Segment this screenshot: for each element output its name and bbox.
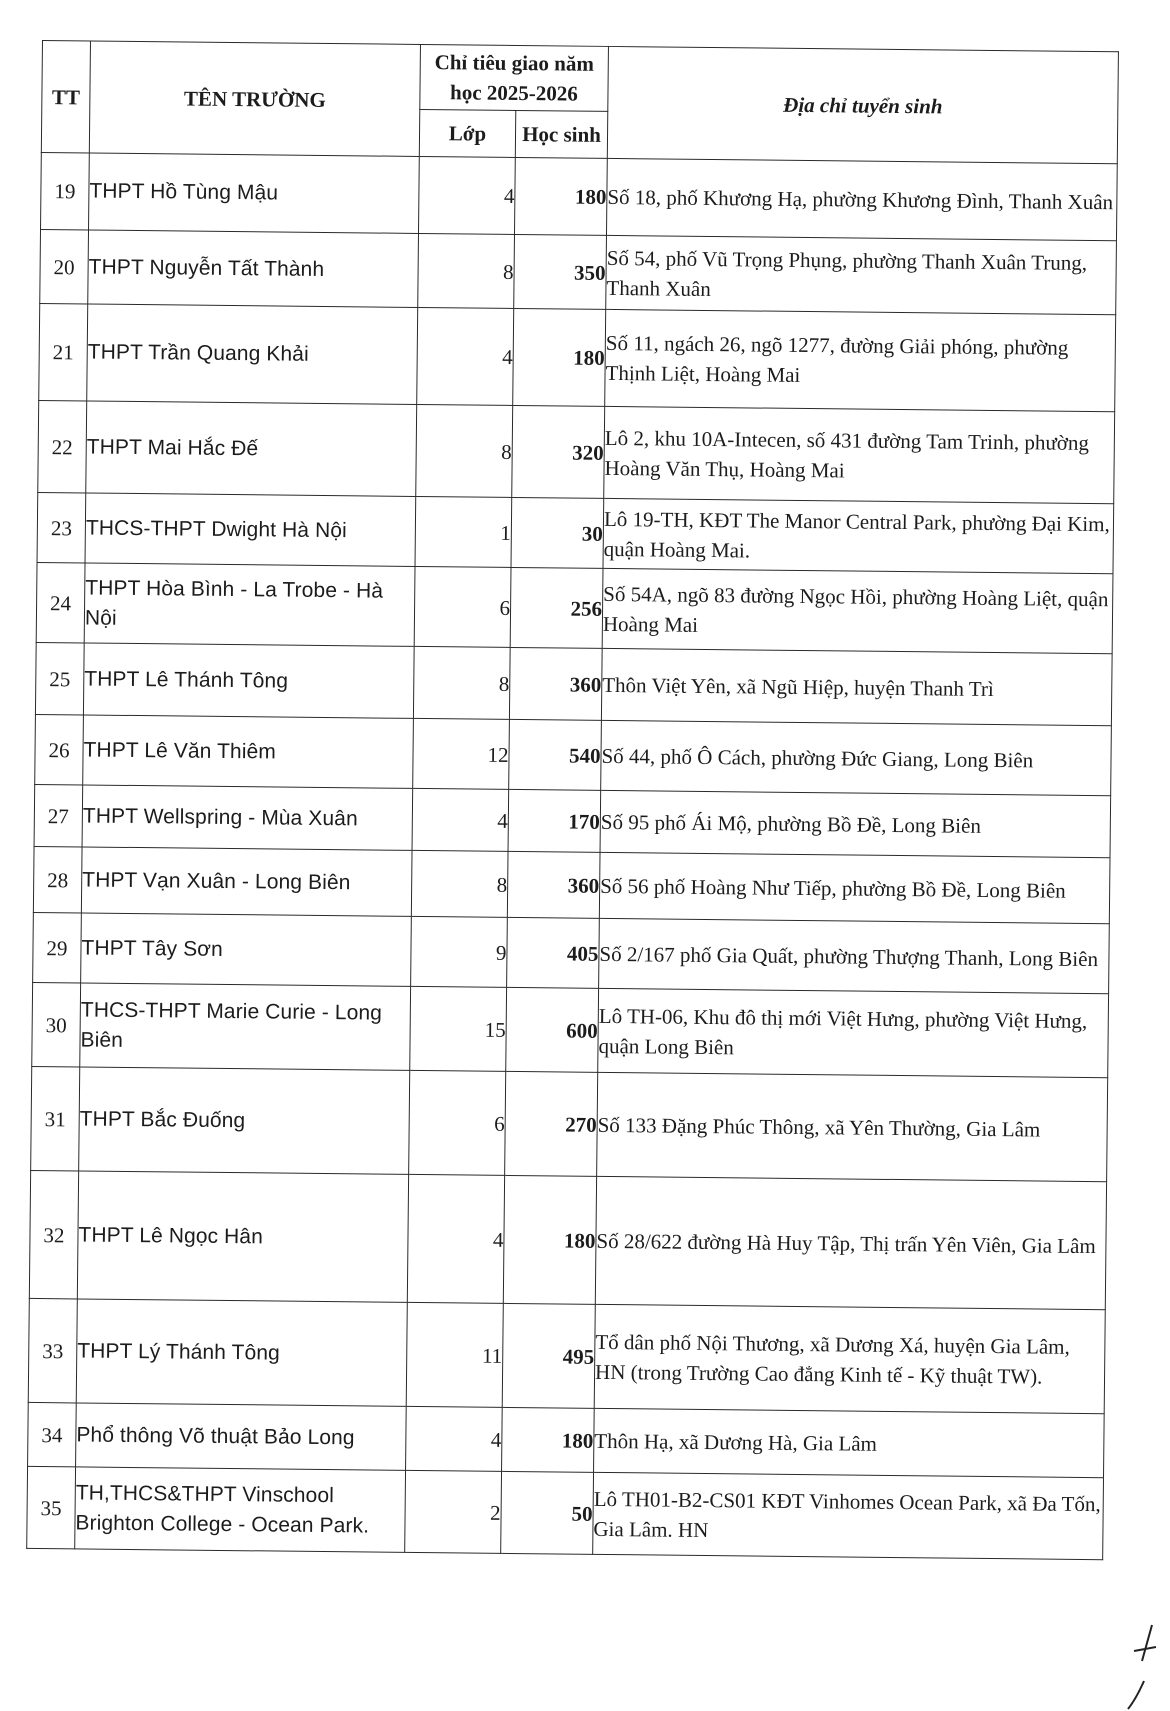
enrollment-address: Số 56 phố Hoàng Như Tiếp, phường Bồ Đề, Long Biên xyxy=(599,852,1110,923)
enrollment-quota-table xyxy=(26,40,1119,1560)
table-row xyxy=(33,912,1110,993)
student-count: 180 xyxy=(502,1407,595,1472)
student-count: 180 xyxy=(513,308,606,406)
class-count: 4 xyxy=(417,307,514,405)
school-name: THPT Lê Thánh Tông xyxy=(83,643,414,718)
class-count: 9 xyxy=(411,916,508,987)
row-number: 35 xyxy=(27,1466,76,1548)
student-count: 50 xyxy=(501,1471,594,1554)
header-quota: Chỉ tiêu giao năm học 2025-2026 xyxy=(420,44,609,111)
school-name: TH,THCS&THPT Vinschool Brighton College - Ocean Park. xyxy=(75,1467,406,1552)
school-name: THPT Mai Hắc Đế xyxy=(86,401,417,496)
class-count: 4 xyxy=(418,156,515,234)
school-name: THPT Hồ Tùng Mậu xyxy=(89,153,420,233)
enrollment-address: Lô TH-06, Khu đô thị mới Việt Hưng, phường Việt Hưng, quận Long Biên xyxy=(598,988,1109,1077)
table-row xyxy=(38,400,1115,503)
enrollment-address: Thôn Hạ, xã Dương Hà, Gia Lâm xyxy=(594,1408,1105,1477)
school-name: THPT Lý Thánh Tông xyxy=(76,1299,407,1406)
table-row xyxy=(36,562,1113,653)
class-count: 8 xyxy=(416,404,513,497)
table-body xyxy=(27,152,1118,1559)
school-name: THPT Lê Ngọc Hân xyxy=(77,1171,408,1302)
class-count: 8 xyxy=(413,646,510,719)
enrollment-address: Lô 2, khu 10A-Intecen, số 431 đường Tam Trinh, phường Hoàng Văn Thụ, Hoàng Mai xyxy=(604,406,1115,503)
table-row xyxy=(34,784,1111,857)
row-number: 24 xyxy=(36,562,85,642)
enrollment-address: Tổ dân phố Nội Thương, xã Dương Xá, huyện Gia Lâm, HN (trong Trường Cao đẳng Kinh tế - Kỹ thuật TW). xyxy=(594,1304,1105,1413)
class-count: 2 xyxy=(405,1470,502,1553)
table-row xyxy=(29,1170,1106,1309)
enrollment-address: Số 11, ngách 26, ngõ 1277, đường Giải phóng, phường Thịnh Liệt, Hoàng Mai xyxy=(605,309,1116,411)
school-name: THPT Bắc Đuống xyxy=(79,1067,410,1174)
table-row xyxy=(33,846,1110,923)
row-number: 20 xyxy=(40,229,89,303)
row-number: 31 xyxy=(31,1066,80,1170)
row-number: 26 xyxy=(35,714,84,784)
enrollment-address: Số 2/167 phố Gia Quất, phường Thượng Thanh, Long Biên xyxy=(599,918,1110,993)
enrollment-address: Lô TH01-B2-CS01 KĐT Vinhomes Ocean Park, xã Đa Tốn, Gia Lâm. HN xyxy=(593,1472,1104,1559)
enrollment-address: Số 18, phố Khương Hạ, phường Khương Đình, Thanh Xuân xyxy=(607,158,1118,240)
student-count: 495 xyxy=(502,1303,595,1408)
table-row xyxy=(28,1402,1105,1477)
row-number: 25 xyxy=(35,642,84,714)
enrollment-address: Số 95 phố Ái Mộ, phường Bồ Đề, Long Biên xyxy=(600,790,1111,857)
header-tt: TT xyxy=(41,41,90,153)
row-number: 27 xyxy=(34,784,83,846)
enrollment-address: Thôn Việt Yên, xã Ngũ Hiệp, huyện Thanh Trì xyxy=(601,648,1112,725)
row-number: 30 xyxy=(32,982,81,1066)
school-name: THPT Hòa Bình - La Trobe - Hà Nội xyxy=(84,563,415,646)
row-number: 33 xyxy=(28,1298,77,1402)
class-count: 8 xyxy=(418,233,515,308)
student-count: 270 xyxy=(505,1071,598,1176)
class-count: 6 xyxy=(409,1070,506,1175)
school-name: Phổ thông Võ thuật Bảo Long xyxy=(76,1403,407,1470)
enrollment-address: Số 44, phố Ô Cách, phường Đức Giang, Long Biên xyxy=(601,720,1112,795)
class-count: 4 xyxy=(406,1406,503,1471)
header-school-name: TÊN TRƯỜNG xyxy=(89,41,420,156)
student-count: 30 xyxy=(511,497,604,568)
class-count: 8 xyxy=(411,850,508,917)
row-number: 21 xyxy=(39,303,88,400)
student-count: 170 xyxy=(508,789,601,852)
student-count: 405 xyxy=(507,917,600,988)
row-number: 23 xyxy=(37,492,86,562)
student-count: 180 xyxy=(514,157,607,235)
enrollment-address: Số 54, phố Vũ Trọng Phụng, phường Thanh Xuân Trung, Thanh Xuân xyxy=(606,235,1117,314)
header-students: Học sinh xyxy=(515,110,608,158)
student-count: 320 xyxy=(512,405,605,498)
school-name: THPT Lê Văn Thiêm xyxy=(83,715,414,788)
student-count: 180 xyxy=(503,1175,596,1304)
enrollment-address: Số 54A, ngõ 83 đường Ngọc Hồi, phường Hoàng Liệt, quận Hoàng Mai xyxy=(602,568,1113,653)
class-count: 4 xyxy=(412,788,509,851)
table-row xyxy=(35,642,1112,725)
row-number: 22 xyxy=(38,400,87,492)
school-name: THPT Nguyễn Tất Thành xyxy=(88,230,419,307)
table-row xyxy=(35,714,1112,795)
row-number: 29 xyxy=(33,912,82,982)
class-count: 6 xyxy=(414,566,511,647)
pen-mark xyxy=(1122,1621,1162,1711)
school-name: THCS-THPT Marie Curie - Long Biên xyxy=(80,983,411,1070)
table-row xyxy=(31,1066,1108,1181)
student-count: 256 xyxy=(510,567,603,648)
row-number: 34 xyxy=(28,1402,77,1466)
row-number: 32 xyxy=(29,1170,78,1298)
school-name: THPT Wellspring - Mùa Xuân xyxy=(82,785,413,850)
table-row xyxy=(40,229,1117,314)
class-count: 12 xyxy=(413,718,510,789)
student-count: 600 xyxy=(506,987,599,1072)
enrollment-address: Lô 19-TH, KĐT The Manor Central Park, phường Đại Kim, quận Hoàng Mai. xyxy=(603,498,1114,573)
table-row xyxy=(37,492,1114,573)
row-number: 19 xyxy=(41,152,90,229)
student-count: 540 xyxy=(509,719,602,790)
table-row xyxy=(27,1466,1104,1559)
student-count: 360 xyxy=(507,851,600,918)
student-count: 360 xyxy=(509,647,602,720)
table-row xyxy=(39,303,1116,411)
table-row xyxy=(28,1298,1105,1413)
class-count: 4 xyxy=(407,1174,504,1303)
row-number: 28 xyxy=(33,846,82,912)
enrollment-address: Số 133 Đặng Phúc Thông, xã Yên Thường, Gia Lâm xyxy=(597,1072,1108,1181)
class-count: 11 xyxy=(406,1302,503,1407)
enrollment-address: Số 28/622 đường Hà Huy Tập, Thị trấn Yên Viên, Gia Lâm xyxy=(595,1176,1106,1309)
table-row xyxy=(32,982,1109,1077)
student-count: 350 xyxy=(514,234,607,309)
school-name: THCS-THPT Dwight Hà Nội xyxy=(85,493,416,566)
class-count: 15 xyxy=(410,986,507,1071)
school-name: THPT Vạn Xuân - Long Biên xyxy=(81,847,412,916)
header-address: Địa chỉ tuyển sinh xyxy=(607,46,1118,163)
class-count: 1 xyxy=(415,496,512,567)
school-name: THPT Trần Quang Khải xyxy=(87,304,418,404)
table-row xyxy=(41,152,1118,240)
school-name: THPT Tây Sơn xyxy=(81,913,412,986)
header-classes: Lớp xyxy=(419,109,515,157)
